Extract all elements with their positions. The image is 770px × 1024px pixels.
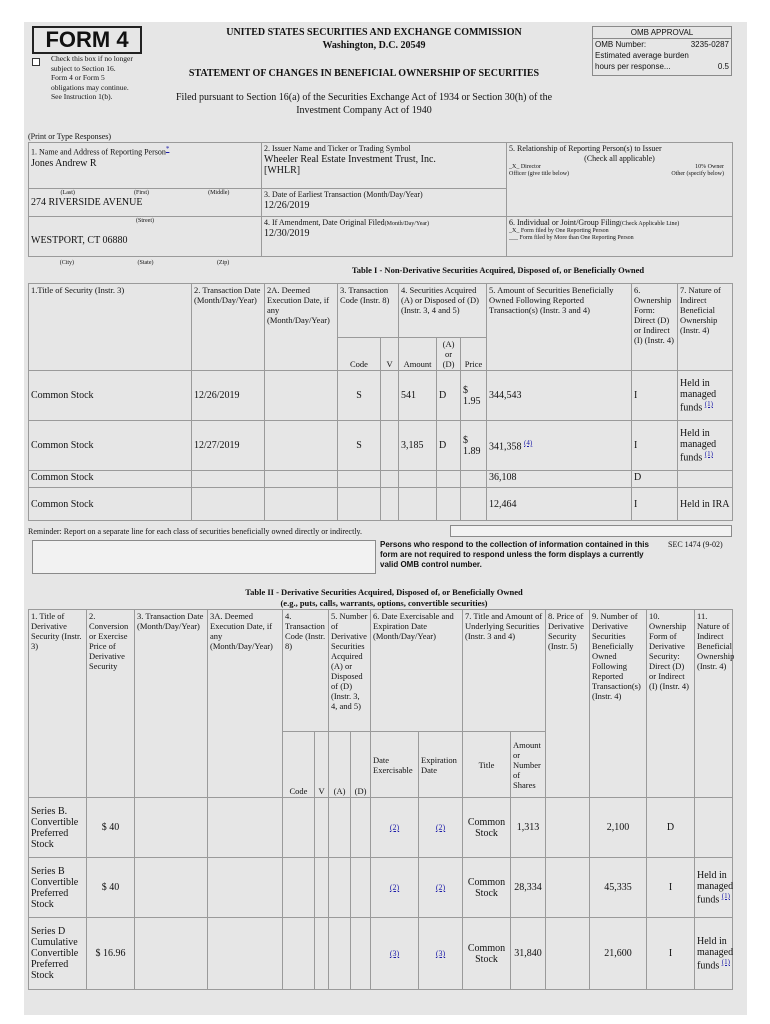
footnote-link[interactable]: (4) xyxy=(524,438,533,447)
checkbox-label: Check this box if no longer subject to Section 16. Form 4 or Form 5 obligations may continue. See Instruction 1(b). xyxy=(51,54,133,101)
amendment-date: 12/30/2019 xyxy=(264,228,310,239)
footnote-link[interactable]: (3) xyxy=(435,949,446,958)
footnote-link[interactable]: (2) xyxy=(435,883,446,892)
table-row: Common Stock 12/27/2019 S 3,185 D $ 1.89 341,358 $^{(4)}$ I Held in managed funds $^{(1)}$ xyxy=(29,421,733,471)
t2-h6: 6. Date Exercisable and Expiration Date (Month/Day/Year) xyxy=(371,610,463,732)
footnote-link[interactable]: (3) xyxy=(389,949,400,958)
footnote-link[interactable]: (1) xyxy=(704,399,713,408)
t2-h9: 9. Number of Derivative Securities Beneficially Owned Following Reported Transaction(s) (Instr. 4) xyxy=(590,610,647,798)
footnote-star-link[interactable]: * xyxy=(165,145,170,153)
joint-more: ___ Form filed by More than One Reporting Person xyxy=(509,235,634,241)
footnote-link[interactable]: (2) xyxy=(389,823,400,832)
footnote-link[interactable]: (1) xyxy=(721,957,730,966)
earliest-date-cell: 3. Date of Earliest Transaction (Month/Day/Year) 12/26/2019 xyxy=(262,189,507,217)
t2-sub-amount: Amount or Number of Shares xyxy=(511,732,546,798)
t2-h5: 5. Number of Derivative Securities Acquired (A) or Disposed of (D) (Instr. 3, 4, and 5) xyxy=(329,610,371,732)
statement-title: STATEMENT OF CHANGES IN BENEFICIAL OWNERSHIP OF SECURITIES xyxy=(188,68,540,79)
t2-h4: 4. Transaction Code (Instr. 8) xyxy=(283,610,329,732)
relationship-officer: Officer (give title below) xyxy=(509,171,570,177)
reporting-info-table xyxy=(28,142,733,257)
omb-hours-label: hours per response... xyxy=(595,62,671,71)
t2-h8: 8. Price of Derivative Security (Instr. 5) xyxy=(546,610,590,798)
reminder-text: Reminder: Report on a separate line for each class of securities beneficially owned directly or indirectly. xyxy=(28,527,363,536)
notice-blank-box xyxy=(32,540,376,574)
issuer-ticker: [WHLR] xyxy=(264,165,301,176)
street-cell: (Last) (First) (Middle) 274 RIVERSIDE AVENUE xyxy=(29,189,262,217)
t1-h2a: 2A. Deemed Execution Date, if any (Month/Day/Year) xyxy=(265,284,338,371)
t1-h1: 1.Title of Security (Instr. 3) xyxy=(29,284,192,371)
table-row: Series D Cumulative Convertible Preferred Stock $ 16.96 (3) (3) Common Stock 31,840 21,600 I Held in managed funds $^{(1)}$ xyxy=(29,918,733,990)
issuer-name: Wheeler Real Estate Investment Trust, Inc. xyxy=(264,154,436,165)
issuer-cell: 2. Issuer Name and Ticker or Trading Symbol Wheeler Real Estate Investment Trust, Inc. [WHLR] xyxy=(262,143,507,189)
city-state-zip-labels: (City) (State) (Zip) xyxy=(59,260,230,266)
t2-h3a: 3A. Deemed Execution Date, if any (Month/Day/Year) xyxy=(208,610,283,798)
footnote-link[interactable]: (2) xyxy=(435,823,446,832)
t2-h11: 11. Nature of Indirect Beneficial Ownership (Instr. 4) xyxy=(695,610,733,798)
t2-h2: 2. Conversion or Exercise Price of Derivative Security xyxy=(87,610,135,798)
agency-city: Washington, D.C. 20549 xyxy=(322,40,426,51)
t2-sub-exp: Expiration Date xyxy=(419,732,463,798)
t1-h6: 6. Ownership Form: Direct (D) or Indirect (I) (Instr. 4) xyxy=(632,284,678,371)
omb-approval-box xyxy=(592,26,732,76)
persons-notice: Persons who respond to the collection of information contained in this form are not required to respond unless the form displays a currently valid OMB control number. xyxy=(380,540,649,569)
t1-h5: 5. Amount of Securities Beneficially Owned Following Reported Transaction(s) (Instr. 3 and 4) xyxy=(487,284,632,371)
omb-number-label: OMB Number: xyxy=(595,40,647,49)
city-state-zip: WESTPORT, CT 06880 xyxy=(31,235,128,246)
t2-sub-title: Title xyxy=(463,732,511,798)
omb-burden: Estimated average burden xyxy=(595,51,689,60)
joint-filing-cell: 6. Individual or Joint/Group Filing(Check Applicable Line) _X_ Form filed by One Reporting Person ___ Form filed by More than One Reporting Person xyxy=(507,217,733,257)
agency-name: UNITED STATES SECURITIES AND EXCHANGE COMMISSION xyxy=(226,27,522,38)
table2-title: Table II - Derivative Securities Acquired, Disposed of, or Beneficially Owned xyxy=(245,587,523,597)
table-row: Series B Convertible Preferred Stock $ 40 (2) (2) Common Stock 28,334 45,335 I Held in managed funds $^{(1)}$ xyxy=(29,858,733,918)
table-row: Common Stock 12,464 I Held in IRA xyxy=(29,488,733,521)
t1-sub-amount: Amount xyxy=(399,338,437,371)
table-row: Common Stock 12/26/2019 S 541 D $ 1.95 344,543 I Held in managed funds $^{(1)}$ xyxy=(29,371,733,421)
reminder-blank-box xyxy=(450,525,732,537)
t1-sub-aord: (A) or (D) xyxy=(437,338,461,371)
t2-sub-d: (D) xyxy=(351,732,371,798)
t2-h7: 7. Title and Amount of Underlying Securities (Instr. 3 and 4) xyxy=(463,610,546,732)
footnote-link[interactable]: (2) xyxy=(389,883,400,892)
amendment-cell: 4. If Amendment, Date Original Filed(Month/Day/Year) 12/30/2019 xyxy=(262,217,507,257)
t2-h3: 3. Transaction Date (Month/Day/Year) xyxy=(135,610,208,798)
form-title: FORM 4 xyxy=(32,26,142,54)
relationship-cell: 5. Relationship of Reporting Person(s) to Issuer (Check all applicable) _X_ Director 10% Owner Officer (give title below) Other (specify below) xyxy=(507,143,733,217)
t1-h3: 3. Transaction Code (Instr. 8) xyxy=(338,284,399,338)
table-row: Common Stock 36,108 D xyxy=(29,471,733,488)
reporting-person-name: Jones Andrew R xyxy=(31,157,97,169)
relationship-other: Other (specify below) xyxy=(671,171,724,177)
t2-h10: 10. Ownership Form of Derivative Security: Direct (D) or Indirect (I) (Instr. 4) xyxy=(647,610,695,798)
relationship-director: _X_ Director xyxy=(509,164,541,170)
t2-sub-v: V xyxy=(315,732,329,798)
filed-pursuant-line-2: Investment Company Act of 1940 xyxy=(296,105,432,116)
t1-h7: 7. Nature of Indirect Beneficial Ownership (Instr. 4) xyxy=(678,284,733,371)
table1-title: Table I - Non-Derivative Securities Acquired, Disposed of, or Beneficially Owned xyxy=(351,265,645,275)
sec-code: SEC 1474 (9-02) xyxy=(668,540,723,549)
omb-hours: 0.5 xyxy=(717,62,729,71)
table2 xyxy=(28,609,733,990)
earliest-date: 12/26/2019 xyxy=(264,200,310,211)
omb-number: 3235-0287 xyxy=(690,40,729,49)
joint-one: _X_ Form filed by One Reporting Person xyxy=(509,228,609,234)
table-row: Series B. Convertible Preferred Stock $ 40 (2) (2) Common Stock 1,313 2,100 D xyxy=(29,798,733,858)
t1-sub-v: V xyxy=(381,338,399,371)
footnote-link[interactable]: (1) xyxy=(721,891,730,900)
omb-title: OMB APPROVAL xyxy=(593,27,731,39)
t1-h4: 4. Securities Acquired (A) or Disposed of (D) (Instr. 3, 4 and 5) xyxy=(399,284,487,338)
filed-pursuant-line-1: Filed pursuant to Section 16(a) of the Securities Exchange Act of 1934 or Section 30(h) of the xyxy=(175,92,553,103)
table2-subtitle: (e.g., puts, calls, warrants, options, convertible securities) xyxy=(280,598,488,608)
footnote-link[interactable]: (1) xyxy=(704,449,713,458)
t2-sub-exer: Date Exercisable xyxy=(371,732,419,798)
form-page xyxy=(24,22,747,1015)
city-cell: (Street) WESTPORT, CT 06880 xyxy=(29,217,262,257)
reporting-person-cell: 1. Name and Address of Reporting Person* Jones Andrew R xyxy=(29,143,262,189)
relationship-10pct: 10% Owner xyxy=(695,164,724,170)
t1-sub-price: Price xyxy=(461,338,487,371)
t1-h2: 2. Transaction Date (Month/Day/Year) xyxy=(192,284,265,371)
print-note: (Print or Type Responses) xyxy=(28,132,112,141)
no-longer-subject-checkbox[interactable] xyxy=(32,58,40,66)
street-address: 274 RIVERSIDE AVENUE xyxy=(31,197,143,208)
t1-sub-code: Code xyxy=(338,338,381,371)
t2-sub-code: Code xyxy=(283,732,315,798)
t2-h1: 1. Title of Derivative Security (Instr. 3) xyxy=(29,610,87,798)
table1 xyxy=(28,283,733,521)
t2-sub-a: (A) xyxy=(329,732,351,798)
